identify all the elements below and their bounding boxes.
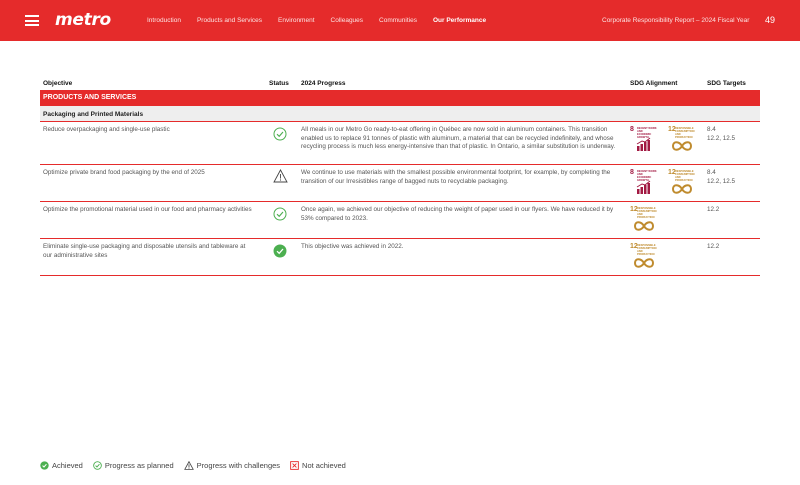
nav-our-performance[interactable]: Our Performance <box>432 17 487 24</box>
table-row <box>40 239 760 276</box>
nav-introduction[interactable]: Introduction <box>147 17 181 24</box>
not-achieved-icon <box>290 461 299 470</box>
status-legend <box>40 461 346 470</box>
subsection-band: Packaging and Printed Materials <box>40 106 760 122</box>
sdg-icons <box>630 126 700 158</box>
report-title: Corporate Responsibility Report – 2024 Fiscal Year <box>602 17 750 24</box>
row-progress: This objective was achieved in 2022. <box>301 243 404 250</box>
sdg-icons <box>630 206 700 238</box>
progress-with-challenges-icon <box>273 169 289 185</box>
progress-as-planned-icon <box>273 207 289 223</box>
progress-as-planned-icon <box>93 461 102 470</box>
row-targets: 8.4 12.2, 12.5 <box>707 126 736 142</box>
row-targets: 12.2 <box>707 206 720 213</box>
objectives-table <box>40 78 760 276</box>
achieved-icon <box>273 244 289 260</box>
col-progress: 2024 Progress <box>301 80 346 87</box>
table-row <box>40 122 760 165</box>
nav-environment[interactable]: Environment <box>278 17 315 24</box>
legend-as-planned: Progress as planned <box>93 461 174 470</box>
sdg-12-icon: 12 RESPONSIBLE CONSUMPTION AND PRODUCTION <box>668 126 696 156</box>
col-sdg-targets: SDG Targets <box>707 80 746 87</box>
sdg-8-icon: 8 DECENT WORK AND ECONOMIC GROWTH <box>630 126 658 156</box>
table-header <box>40 78 760 90</box>
col-objective: Objective <box>43 80 73 87</box>
legend-achieved: Achieved <box>40 461 83 470</box>
legend-challenges: Progress with challenges <box>184 461 280 470</box>
legend-not-achieved: Not achieved <box>290 461 346 470</box>
main-nav <box>147 17 486 24</box>
nav-products-services[interactable]: Products and Services <box>196 17 263 24</box>
nav-communities[interactable]: Communities <box>379 17 417 24</box>
metro-logo[interactable]: metro <box>55 10 111 30</box>
row-targets: 8.4 12.2, 12.5 <box>707 169 736 185</box>
table-row <box>40 202 760 239</box>
row-progress: We continue to use materials with the smallest possible environmental footprint, for example, by completing the transition of our Irresistibles range of bagged nuts to recyclable packaging. <box>301 169 611 185</box>
top-bar <box>0 0 800 41</box>
row-objective: Optimize the promotional material used in our food and pharmacy activities <box>43 206 252 213</box>
sdg-8-icon: 8 DECENT WORK AND ECONOMIC GROWTH <box>630 169 658 199</box>
achieved-icon <box>40 461 49 470</box>
row-objective: Eliminate single-use packaging and disposable utensils and tableware at our administrative sites <box>43 243 246 259</box>
progress-with-challenges-icon <box>184 461 194 470</box>
progress-as-planned-icon <box>273 127 289 143</box>
row-objective: Reduce overpackaging and single-use plastic <box>43 126 170 133</box>
row-objective: Optimize private brand food packaging by the end of 2025 <box>43 169 205 176</box>
nav-colleagues[interactable]: Colleagues <box>330 17 364 24</box>
row-targets: 12.2 <box>707 243 720 250</box>
sdg-12-icon: 12 RESPONSIBLE CONSUMPTION AND PRODUCTION <box>630 206 658 236</box>
sdg-icons <box>630 243 700 275</box>
page-number: 49 <box>765 15 776 25</box>
table-row <box>40 165 760 202</box>
row-progress: Once again, we achieved our objective of reducing the weight of paper used in our flyers. We have reduced it by 53% compared to 2023. <box>301 206 614 222</box>
sdg-12-icon: 12 RESPONSIBLE CONSUMPTION AND PRODUCTION <box>668 169 696 199</box>
sdg-12-icon: 12 RESPONSIBLE CONSUMPTION AND PRODUCTION <box>630 243 658 273</box>
row-progress: All meals in our Metro Go ready-to-eat offering in Québec are now sold in aluminum containers. This transition enabled us to replace 91 tonnes of plastic with aluminum, a material that can be recycled indefinitely, and whose recycling process is much less energy-intensive than that of plastic. In Ontario, a similar substitution is underway. <box>301 126 616 151</box>
col-status: Status <box>269 80 289 87</box>
section-band: PRODUCTS AND SERVICES <box>40 90 760 106</box>
sdg-icons <box>630 169 700 201</box>
menu-icon[interactable] <box>25 15 39 26</box>
col-sdg-alignment: SDG Alignment <box>630 80 678 87</box>
